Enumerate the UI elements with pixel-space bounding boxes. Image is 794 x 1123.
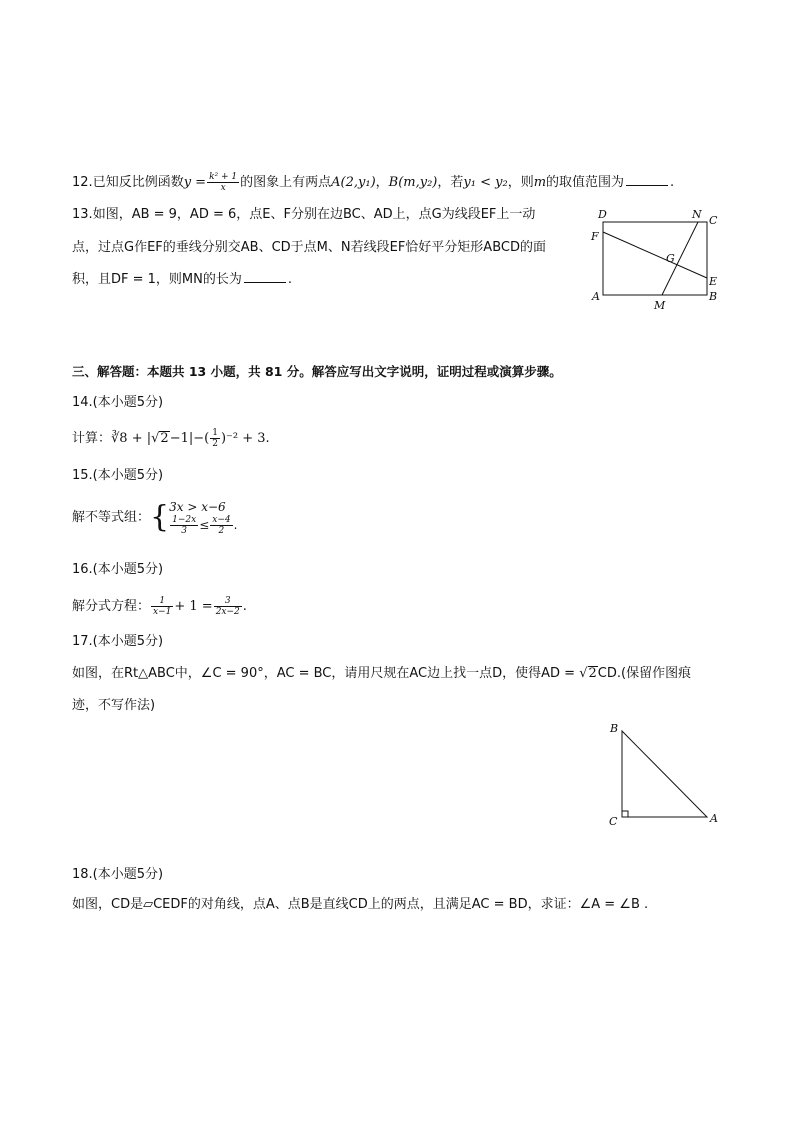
q12-text-1: 已知反比例函数: [92, 175, 184, 190]
q16-body: [72, 596, 247, 617]
q14-body: [72, 428, 270, 449]
q14-half-num: 1: [212, 428, 218, 438]
q16-frac-2-den: 2x−2: [215, 607, 240, 617]
q15-frac-1-num: 1−2x: [172, 514, 197, 525]
section-3-text: 三、解答题：本题共 13 小题，共 81 分。解答应写出文字说明，证明过程或演算步骤。: [72, 364, 562, 379]
q17-header: [72, 632, 163, 652]
q16-frac-2: [214, 596, 242, 617]
q15-body: [72, 496, 237, 540]
triangle-abc: [622, 731, 707, 817]
q14-label: 计算：: [72, 431, 112, 446]
q17-line-1-a: 如图，在Rt△ABC中，∠C = 90°，AC = BC，请用尺规在AC边上找一点D，使得AD =: [72, 666, 580, 681]
q15-frac-2-num: x−4: [212, 514, 231, 525]
q17-line-1: [72, 664, 691, 684]
question-13-line-2: [72, 238, 546, 258]
q13-rectangle-figure: [588, 205, 728, 315]
q18-line-1-text: 如图，CD是▱CEDF的对角线，点A、点B是直线CD上的两点，且满足AC = BD，求证：∠A = ∠B .: [72, 897, 649, 912]
q18-header: [72, 865, 163, 885]
label-b: B: [709, 290, 718, 303]
q16-frac-1-den: x−1: [153, 607, 172, 617]
q12-text-5: 的取值范围为: [546, 175, 625, 190]
question-12: [72, 172, 674, 193]
q18-header-text: 18.(本小题5分): [72, 867, 164, 882]
q16-frac-2-num: 3: [214, 596, 242, 607]
q12-text-4: ，则: [507, 175, 534, 190]
q14-half-fraction: [210, 428, 220, 449]
q12-func-fraction: [207, 172, 239, 193]
q13-line-2: 点，过点G作EF的垂线分别交AB、CD于点M、N若线段EF恰好平分矩形ABCD的面: [72, 240, 546, 255]
q16-frac-1-num: 1: [151, 596, 173, 607]
q12-func-denominator: x: [220, 183, 226, 193]
question-13-line-1: [72, 205, 535, 225]
q13-line-3: 积，且DF = 1，则MN的长为: [72, 272, 242, 287]
q15-system: [169, 500, 237, 536]
label-n: N: [692, 208, 702, 221]
q16-label: 解分式方程：: [72, 599, 151, 614]
q17-line-1-b: CD.(保留作图痕: [597, 666, 692, 681]
q12-inequality: y₁ < y₂: [463, 175, 508, 190]
q15-label: 解不等式组：: [72, 510, 151, 525]
q15-header-text: 15.(本小题5分): [72, 468, 164, 483]
q17-triangle-figure: [600, 715, 730, 830]
q17-line-2: [72, 696, 155, 716]
q17-sqrt-radicand: 2: [588, 666, 597, 681]
q18-line-1: [72, 895, 648, 915]
q15-row-2: [169, 515, 237, 536]
q15-end: .: [233, 517, 238, 532]
q14-expr-c: )⁻² + 3: [220, 431, 266, 446]
q12-text-3: ，若: [437, 175, 464, 190]
q16-end: .: [242, 599, 247, 614]
label-m: M: [654, 299, 666, 312]
q14-expr-a: ∛8 + |: [111, 431, 152, 446]
q14-sqrt-sign: √: [151, 431, 160, 446]
q12-point-b: B(m,y₂): [388, 175, 438, 190]
q12-func-lhs: y =: [183, 175, 207, 190]
label-g: G: [666, 252, 675, 265]
right-angle-mark: [622, 811, 628, 817]
q15-frac-2-den: 2: [218, 525, 225, 536]
q12-point-a: A(2,y₁): [331, 175, 376, 190]
q16-header: [72, 560, 163, 580]
q13-end: .: [287, 272, 292, 287]
label-c: C: [709, 214, 718, 227]
rectangle-abcd: [603, 222, 707, 295]
label-e: E: [709, 275, 718, 288]
label-f: F: [591, 230, 599, 243]
triangle-label-a: A: [710, 812, 718, 825]
q12-text-2: 的图象上有两点: [240, 175, 332, 190]
q13-line-1: 如图，AB = 9，AD = 6，点E、F分别在边BC、AD上，点G为线段EF上一动: [92, 207, 536, 222]
q17-header-text: 17.(本小题5分): [72, 634, 164, 649]
q15-op: ≤: [199, 517, 210, 532]
label-d: D: [598, 208, 607, 221]
q17-line-2-text: 迹，不写作法): [72, 698, 156, 713]
label-a: A: [592, 290, 600, 303]
q16-frac-1: [151, 596, 173, 617]
q14-sqrt-radicand: 2: [160, 431, 169, 446]
q16-header-text: 16.(本小题5分): [72, 562, 164, 577]
q12-var-m: m: [533, 175, 547, 190]
q13-number: 13.: [72, 207, 93, 222]
q15-header: [72, 466, 163, 486]
q12-sep: ，: [375, 175, 389, 190]
triangle-label-c: C: [609, 815, 618, 828]
q12-number: 12.: [72, 175, 93, 190]
q14-header-text: 14.(本小题5分): [72, 395, 164, 410]
q16-mid: + 1 =: [174, 599, 213, 614]
q14-expr-b: −1|−(: [169, 431, 210, 446]
q15-row-1: 3x > x−6: [169, 499, 226, 514]
q15-frac-1: [170, 515, 198, 536]
question-13-line-3: [72, 270, 292, 290]
q13-answer-blank[interactable]: [244, 270, 286, 283]
q17-sqrt-sign: √: [579, 666, 588, 681]
q15-frac-1-den: 3: [181, 525, 188, 536]
q15-brace: {: [150, 499, 170, 535]
segment-ef: [603, 232, 707, 278]
q15-frac-2: [210, 515, 232, 536]
q12-end: .: [670, 175, 675, 190]
section-3-header: [72, 362, 562, 382]
q12-answer-blank[interactable]: [626, 173, 668, 186]
q12-func-numerator: k² + 1: [209, 172, 238, 182]
q14-header: [72, 393, 163, 413]
q14-end: .: [265, 431, 270, 446]
q14-half-den: 2: [212, 439, 218, 449]
triangle-label-b: B: [610, 722, 619, 735]
